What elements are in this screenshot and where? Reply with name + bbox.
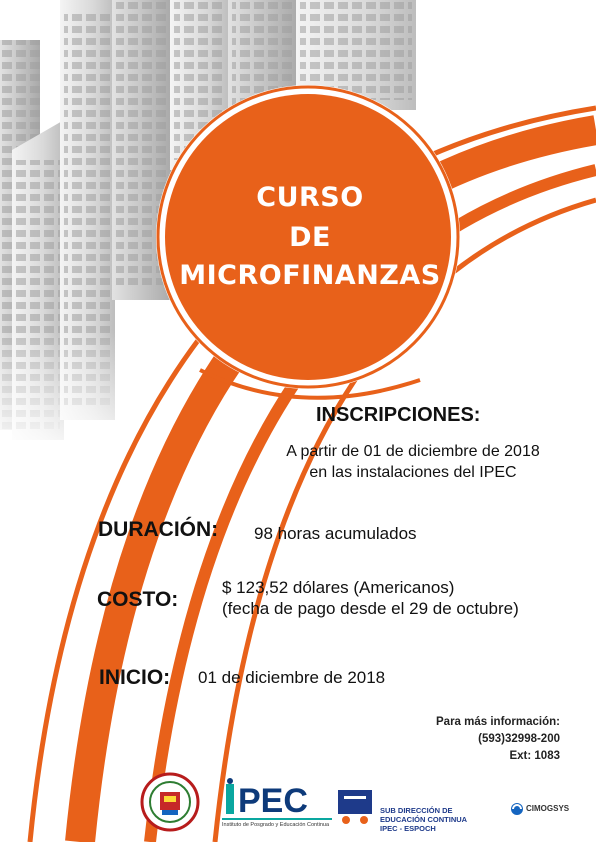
inicio-value: 01 de diciembre de 2018 (198, 668, 386, 687)
inscripciones-line-1: A partir de 01 de diciembre de 2018 (286, 443, 540, 460)
ipec-logo (222, 778, 332, 834)
duracion-label: DURACIÓN: (98, 518, 219, 541)
inscripciones-heading: INSCRIPCIONES: (316, 404, 481, 426)
costo-value-2: (fecha de pago desde el 29 de octubre) (222, 599, 519, 618)
costo-label: COSTO: (97, 588, 179, 611)
title-line-2: DE (289, 222, 331, 253)
subdireccion-text (380, 806, 467, 833)
subdireccion-line-1: SUB DIRECCIÓN DE (380, 806, 453, 815)
contact-heading: Para más información: (436, 716, 560, 728)
contact-ext: Ext: 1083 (509, 750, 560, 762)
cimogsys-text: CIMOGSYS (526, 804, 570, 813)
duracion-value: 98 horas acumulados (254, 524, 417, 543)
inicio-label: INICIO: (99, 666, 171, 689)
espoch-seal-logo (140, 772, 200, 832)
contact-phone: (593)32998-200 (478, 733, 560, 745)
costo-value-1: $ 123,52 dólares (Americanos) (222, 578, 455, 597)
subdireccion-icon (336, 788, 374, 826)
subdireccion-line-2: EDUCACIÓN CONTINUA (380, 815, 468, 824)
title-line-3: MICROFINANZAS (179, 260, 441, 291)
ipec-subtitle: Instituto de Posgrado y Educación Continua (222, 822, 330, 828)
inscripciones-line-2: en las instalaciones del IPEC (309, 464, 517, 481)
subdireccion-line-3: IPEC - ESPOCH (380, 824, 436, 833)
title-line-1: CURSO (256, 182, 364, 213)
cimogsys-logo (510, 800, 580, 820)
svg-text:PEC: PEC (238, 782, 308, 818)
